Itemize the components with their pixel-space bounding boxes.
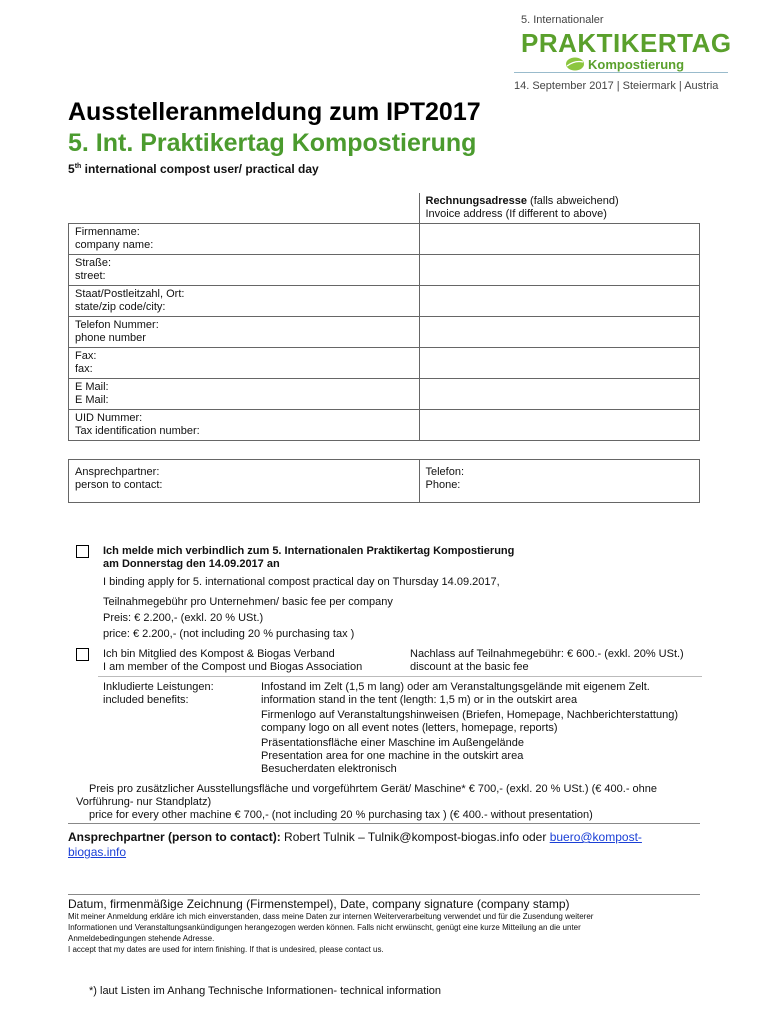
registration-checkbox[interactable]: [76, 545, 89, 558]
contact-person-line: [68, 830, 708, 860]
member-de: Ich bin Mitglied des Kompost & Biogas Verband: [103, 648, 335, 660]
page-tagline: 5th international compost user/ practical day: [68, 162, 319, 176]
form-gap-row: [69, 441, 700, 460]
benefit-item: Presentation area for one machine in the outskirt area: [261, 750, 524, 762]
logo-main: PRAKTIKERTAG: [521, 28, 732, 58]
logo-top-line: 5. Internationaler: [521, 14, 604, 26]
form-header-empty: [69, 193, 420, 224]
benefit-item: information stand in the tent (length: 1,5 m) or in the outskirt area: [261, 694, 578, 706]
contact-person-text: Robert Tulnik – Tulnik@kompost-biogas.info oder: [280, 830, 550, 844]
logo-sub: Kompostierung: [588, 57, 685, 72]
contact-divider: [68, 823, 700, 824]
field-label-fax: Fax: fax:: [69, 348, 420, 379]
field-label-company: Firmenname: company name:: [69, 224, 420, 255]
price-en: price: € 2.200,- (not including 20 % purchasing tax ): [103, 628, 355, 640]
address-form-table: [68, 193, 700, 503]
form-row-city: [69, 286, 700, 317]
benefit-item: Infostand im Zelt (1,5 m lang) oder am Veranstaltungsgelände mit eigenem Zelt.: [261, 681, 650, 693]
benefit-item: Präsentationsfläche einer Maschine im Außengelände: [261, 737, 524, 749]
field-label-tax-id: UID Nummer: Tax identification number:: [69, 410, 420, 441]
benefit-item: company logo on all event notes (letters, homepage, reports): [261, 722, 558, 734]
privacy-note: Mit meiner Anmeldung erkläre ich mich einverstanden, dass meine Daten zur internen Weiterverarbeitung verwendet und für die Zusendung weiterer Informationen und Veranstaltungsankündigungen herangezogen werden können. Falls nicht erwünscht, genügt eine kurze Mitteilung an die unter Anmeldebedingungen stehende Adresse. I accept that my dates are used for intern finishing. If that is undesired, please contact us.: [68, 912, 594, 954]
invoice-fax-field[interactable]: [419, 348, 700, 379]
logo-divider: [514, 72, 728, 73]
member-checkbox[interactable]: [76, 648, 89, 661]
contact-phone-field[interactable]: Telefon: Phone:: [419, 460, 700, 503]
invoice-company-field[interactable]: [419, 224, 700, 255]
invoice-email-field[interactable]: [419, 379, 700, 410]
field-label-city: Staat/Postleitzahl, Ort: state/zip code/city:: [69, 286, 420, 317]
invoice-street-field[interactable]: [419, 255, 700, 286]
page-subtitle: 5. Int. Praktikertag Kompostierung: [68, 129, 477, 157]
signature-line: [68, 894, 700, 895]
form-row-street: [69, 255, 700, 286]
invoice-city-field[interactable]: [419, 286, 700, 317]
benefit-item: Besucherdaten elektronisch: [261, 763, 397, 775]
contact-person-field[interactable]: Ansprechpartner: person to contact:: [69, 460, 420, 503]
registration-line-1: Ich melde mich verbindlich zum 5. Internationalen Praktikertag Kompostierung: [103, 545, 515, 557]
form-row-company: [69, 224, 700, 255]
benefits-divider: [98, 676, 702, 677]
form-row-tax-id: [69, 410, 700, 441]
extra-price-line-2: Vorführung- nur Standplatz): [76, 796, 212, 808]
member-discount-en: discount at the basic fee: [410, 661, 529, 673]
form-row-phone: [69, 317, 700, 348]
registration-line-2: am Donnerstag den 14.09.2017 an: [103, 558, 280, 570]
field-label-phone: Telefon Nummer: phone number: [69, 317, 420, 348]
leaf-icon: [565, 56, 585, 72]
member-discount-de: Nachlass auf Teilnahmegebühr: € 600.- (exkl. 20% USt.): [410, 648, 684, 660]
contact-email-link[interactable]: buero@kompost-: [549, 830, 642, 844]
invoice-tax-id-field[interactable]: [419, 410, 700, 441]
form-row-fax: [69, 348, 700, 379]
contact-person-label: Ansprechpartner (person to contact):: [68, 830, 281, 844]
field-label-street: Straße: street:: [69, 255, 420, 286]
member-en: I am member of the Compost und Biogas Association: [103, 661, 363, 673]
benefits-label-en: included benefits:: [103, 694, 189, 706]
extra-price-line-1: Preis pro zusätzlicher Ausstellungsfläche und vorgeführtem Gerät/ Maschine* € 700,- (exkl. 20 % USt.) (€ 400.- ohne: [89, 783, 658, 795]
extra-price-line-3: price for every other machine € 700,- (not including 20 % purchasing tax ) (€ 400.- without presentation): [89, 809, 593, 821]
benefit-item: Firmenlogo auf Veranstaltungshinweisen (Briefen, Homepage, Nachberichterstattung): [261, 709, 679, 721]
form-row-contact: [69, 460, 700, 503]
page-title: Ausstelleranmeldung zum IPT2017: [68, 98, 481, 126]
invoice-address-header: Rechnungsadresse (falls abweichend) Invoice address (If different to above): [419, 193, 700, 224]
contact-email-link-cont[interactable]: biogas.info: [68, 845, 127, 859]
form-row-email: [69, 379, 700, 410]
logo-date-line: 14. September 2017 | Steiermark | Austria: [514, 80, 719, 92]
fee-label: Teilnahmegebühr pro Unternehmen/ basic fee per company: [103, 596, 393, 608]
signature-label: Datum, firmenmäßige Zeichnung (Firmenstempel), Date, company signature (company stamp): [68, 897, 570, 911]
benefits-label-de: Inkludierte Leistungen:: [103, 681, 214, 693]
footnote: *) laut Listen im Anhang Technische Informationen- technical information: [89, 985, 441, 997]
price-de: Preis: € 2.200,- (exkl. 20 % USt.): [103, 612, 264, 624]
invoice-phone-field[interactable]: [419, 317, 700, 348]
field-label-email: E Mail: E Mail:: [69, 379, 420, 410]
registration-line-en: I binding apply for 5. international compost practical day on Thursday 14.09.2017,: [103, 576, 500, 588]
